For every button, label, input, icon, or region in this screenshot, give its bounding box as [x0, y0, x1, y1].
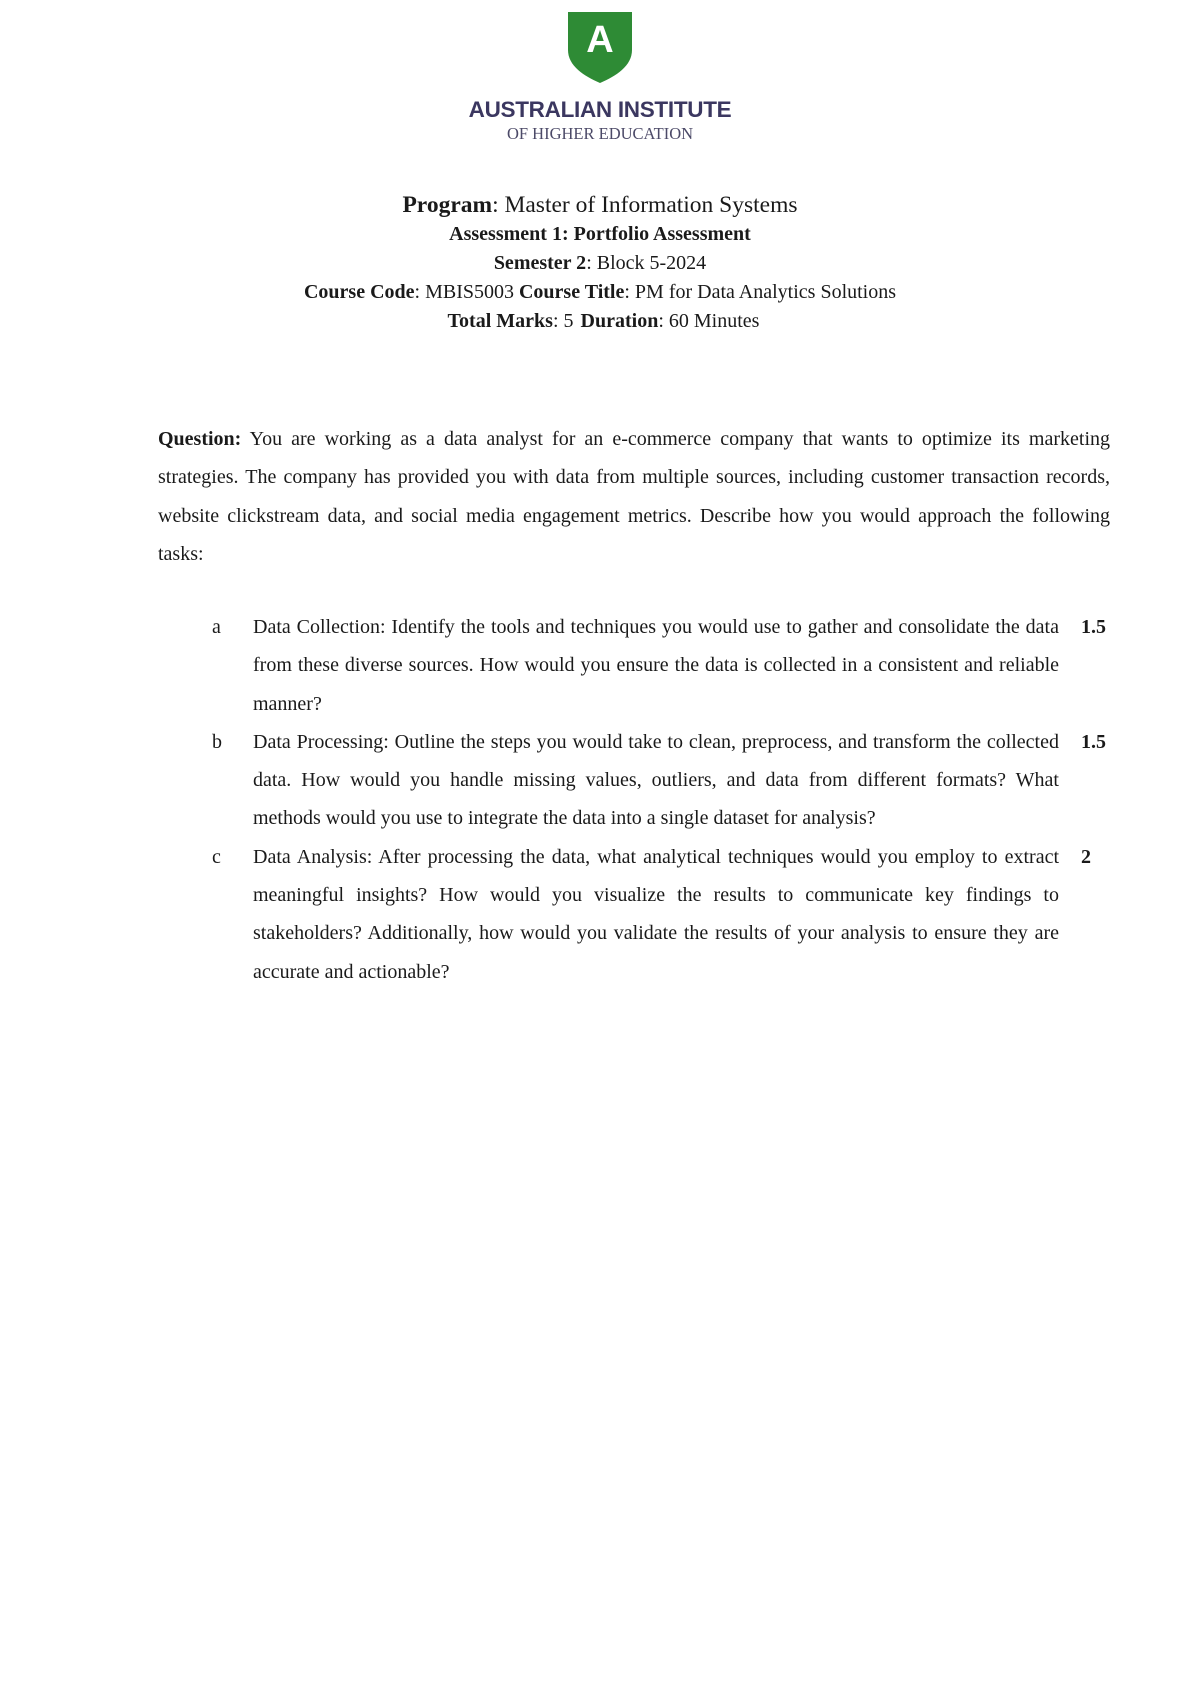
semester-value: : Block 5-2024: [586, 252, 707, 274]
course-title-label: Course Title: [518, 281, 625, 303]
course-code-value: : MBIS5003: [414, 281, 519, 303]
semester-label: Semester 2: [493, 252, 587, 274]
course-code-label: Course Code: [303, 281, 415, 303]
assessment-title: Assessment 1: Portfolio Assessment: [449, 223, 751, 245]
program-value: : Master of Information Systems: [492, 192, 798, 218]
marks-duration-line: [0, 307, 1200, 336]
task-item-b: [0, 723, 1200, 838]
task-text: Data Analysis: After processing the data, what analytical techniques would you employ to extract meaningful insights? How would you visualize the results to communicate key findings to stakeholders? Additionally, how would you validate the results of your analysis to ensure they are accurate and actionable?: [253, 845, 1059, 983]
duration-value: : 60 Minutes: [658, 310, 760, 332]
assessment-header: [0, 190, 1200, 336]
assessment-line: [0, 220, 1200, 249]
task-marks: 1.5: [1081, 730, 1106, 753]
logo-letter: A: [586, 19, 614, 61]
duration: [581, 310, 760, 332]
total-marks: [441, 307, 581, 336]
task-letter: c: [212, 845, 221, 868]
task-text: Data Collection: Identify the tools and techniques you would use to gather and consolidate the data from these diverse sources. How would you ensure the data is collected in a consistent and reliable manner?: [253, 616, 1059, 715]
duration-label: Duration: [580, 310, 659, 332]
task-text: Data Processing: Outline the steps you would take to clean, preprocess, and transform the collected data. How would you handle missing values, outliers, and data from different formats? What methods would you use to integrate the data into a single dataset for analysis?: [253, 730, 1059, 830]
task-letter: b: [212, 730, 222, 753]
question-paragraph: [158, 420, 1110, 573]
task-marks: 1.5: [1081, 616, 1106, 638]
program-label: Program: [402, 192, 493, 218]
course-line: [0, 278, 1200, 307]
question-label: Question:: [158, 428, 242, 450]
task-item-a: [0, 608, 1200, 723]
total-marks-label: Total Marks: [447, 310, 553, 332]
question-text: You are working as a data analyst for an e-commerce company that wants to optimize its marketing strategies. The company has provided you with data from multiple sources, including customer transaction records, website clickstream data, and social media engagement metrics. Describe how you would approach the following tasks:: [158, 428, 1110, 565]
institute-logo: [0, 10, 1200, 144]
course-title-value: : PM for Data Analytics Solutions: [624, 281, 897, 303]
task-marks: 2: [1081, 845, 1091, 868]
task-list: [0, 608, 1200, 991]
shield-logo-icon: [566, 10, 634, 84]
institute-subtitle: OF HIGHER EDUCATION: [506, 124, 694, 143]
total-marks-value: : 5: [552, 310, 574, 332]
task-letter: a: [212, 616, 221, 638]
semester-line: [0, 249, 1200, 278]
institute-name: AUSTRALIAN INSTITUTE: [468, 97, 732, 122]
task-item-c: [0, 838, 1200, 991]
program-line: [0, 190, 1200, 220]
